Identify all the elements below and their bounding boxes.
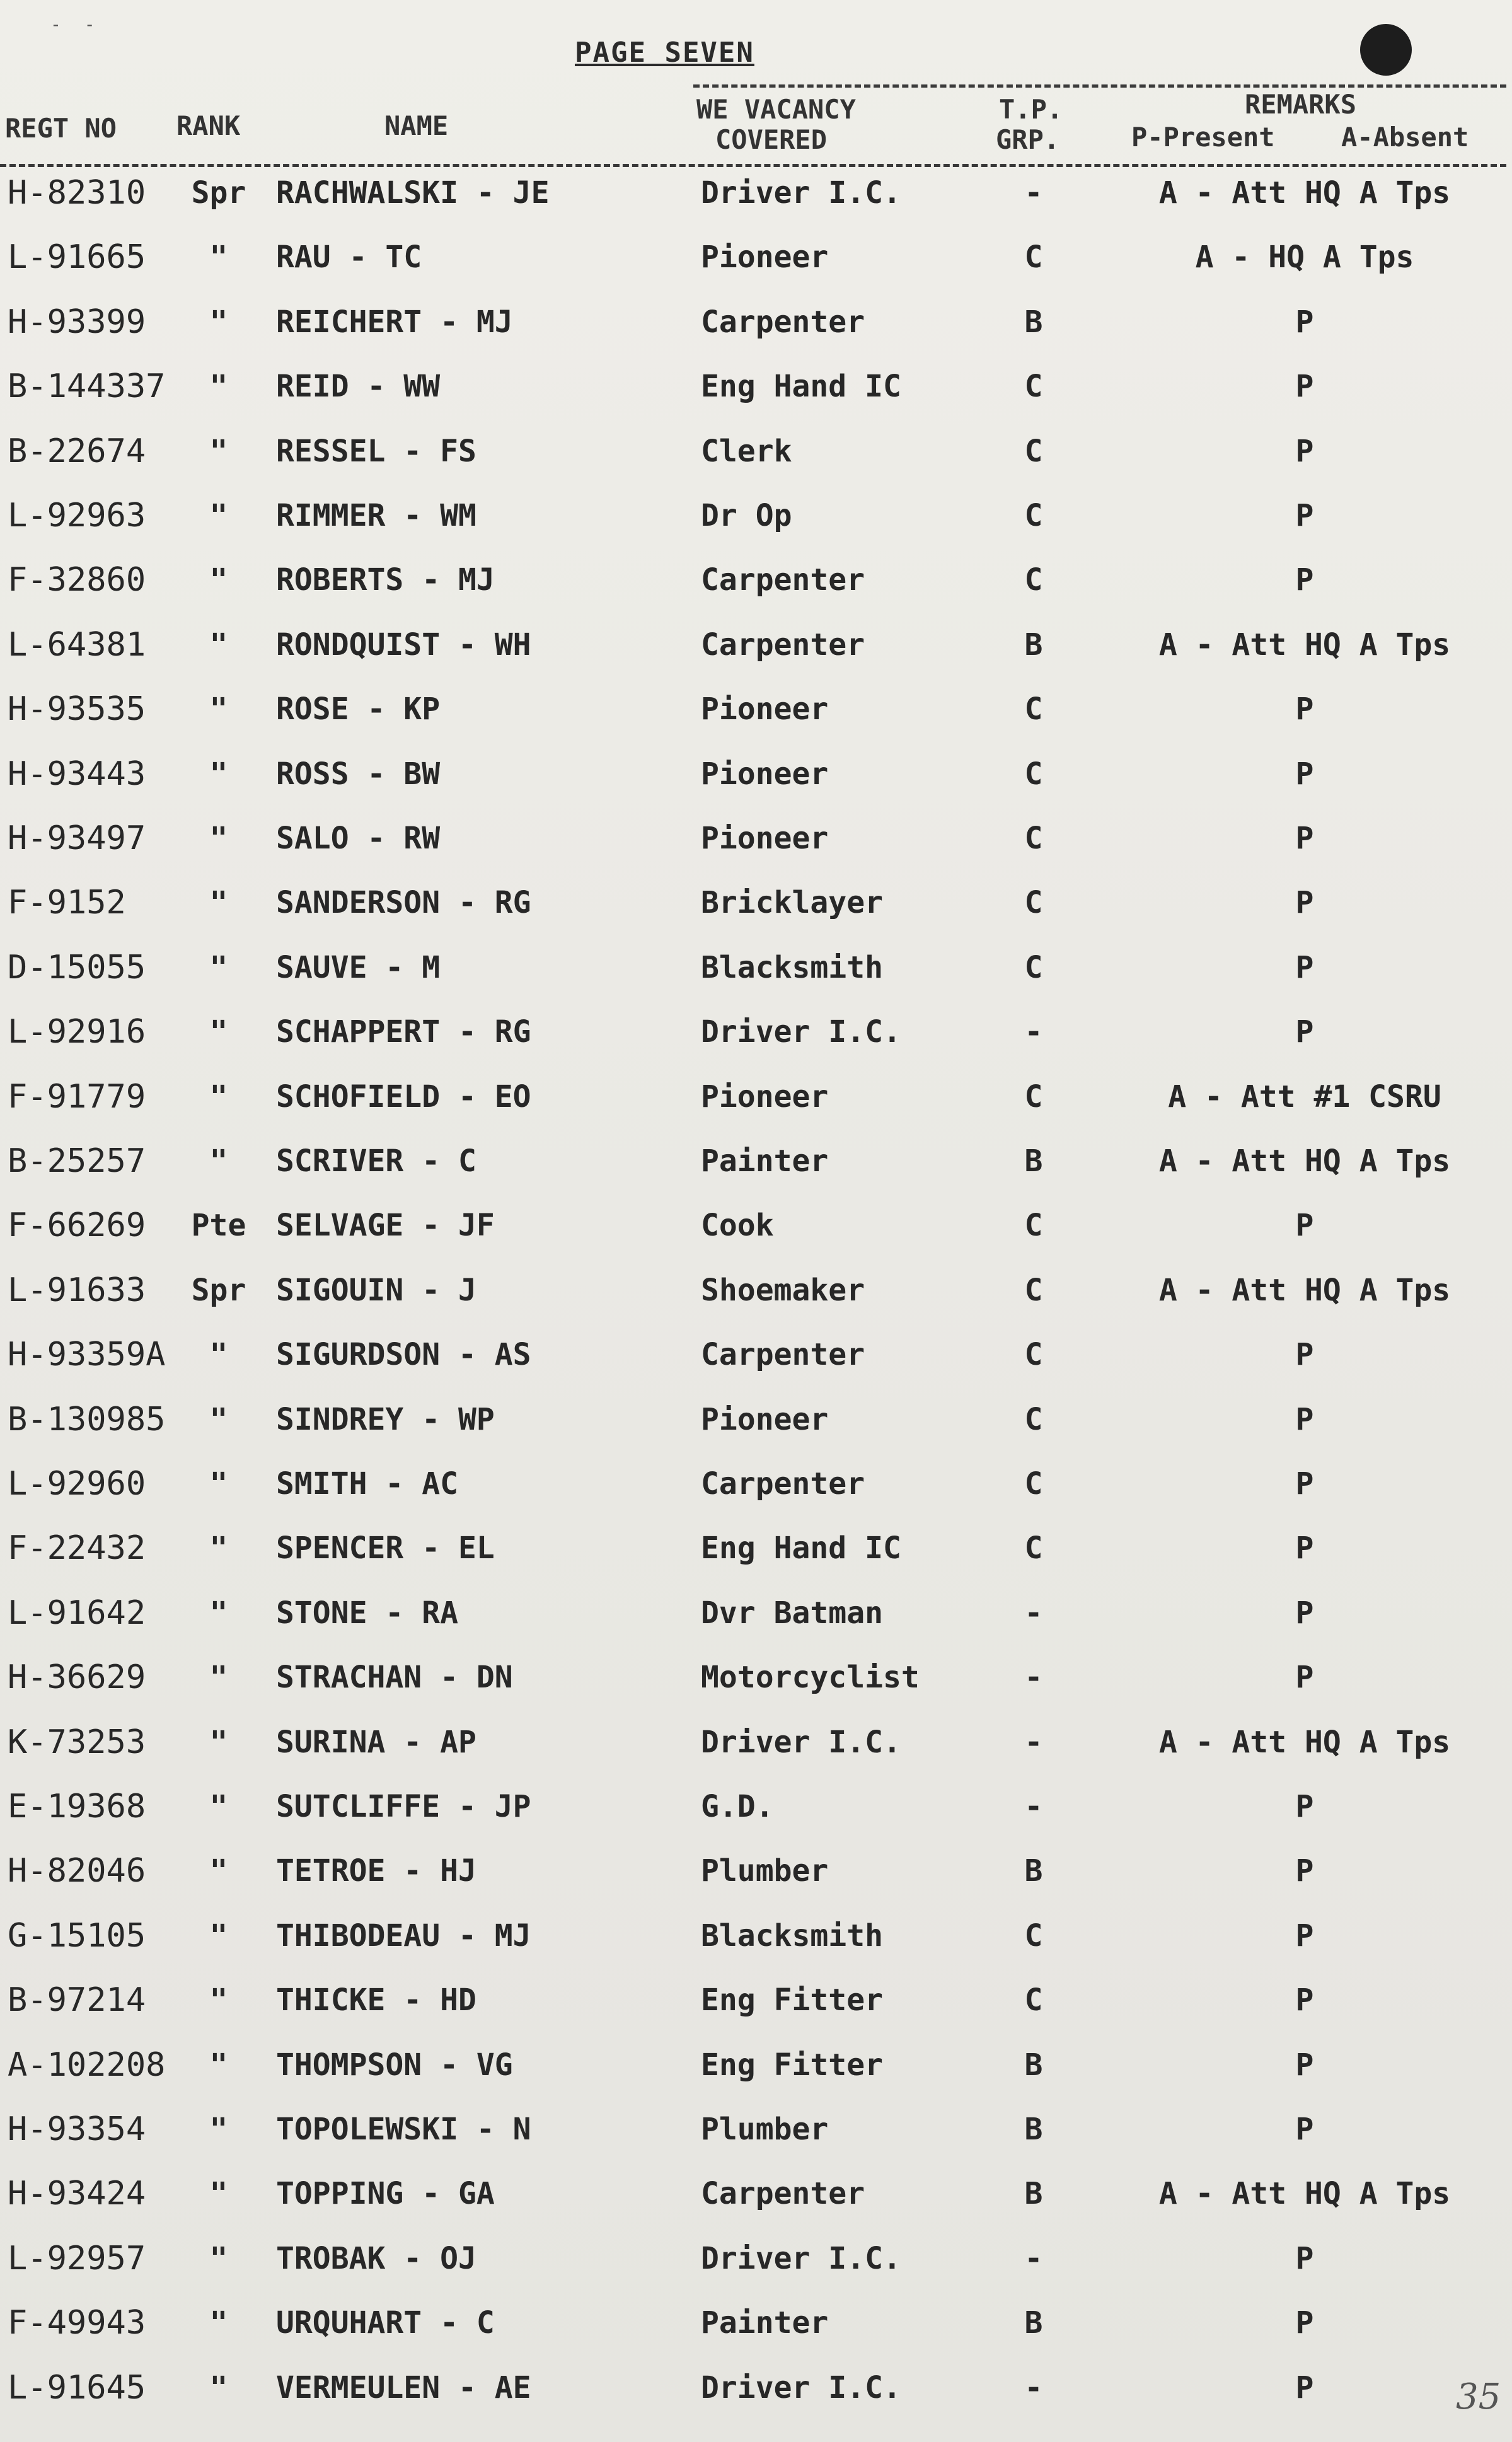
tp-group-cell: C [1024,433,1043,469]
vacancy-cell: Carpenter [701,627,865,663]
remarks-cell: A - Att HQ A Tps [1158,1272,1451,1308]
vacancy-cell: Eng Fitter [701,1982,883,2018]
vacancy-cell: Painter [701,1143,829,1179]
table-row [0,238,1512,303]
regt-no-cell: B-97214 [8,1981,146,2020]
header-remarks: REMARKS [1245,89,1357,120]
name-cell: REID - WW [276,369,441,405]
table-row [0,1529,1512,1594]
remarks-cell: A - Att HQ A Tps [1158,1143,1451,1179]
vacancy-cell: Bricklayer [701,885,883,921]
remarks-cell: P [1295,304,1314,340]
remarks-cell: P [1295,2305,1314,2341]
regt-no-cell: B-144337 [8,367,166,406]
rank-cell: " [209,627,228,663]
remarks-cell: P [1295,1531,1314,1566]
remarks-cell: P [1295,1853,1314,1889]
name-cell: SAUVE - M [276,949,441,985]
table-row [0,1207,1512,1271]
header-remarks-absent: A-Absent [1341,122,1469,153]
vacancy-cell: Pioneer [701,1079,829,1114]
name-cell: SINDREY - WP [276,1401,495,1437]
regt-no-cell: K-73253 [8,1723,146,1761]
regt-no-cell: F-66269 [8,1207,146,1245]
rank-cell: Pte [191,1208,246,1244]
table-row [0,626,1512,690]
regt-no-cell: F-91779 [8,1077,146,1116]
rank-cell: " [209,1789,228,1824]
name-cell: SCHOFIELD - EO [276,1079,531,1114]
table-row [0,1852,1512,1916]
regt-no-cell: F-32860 [8,561,146,599]
vacancy-cell: Pioneer [701,692,829,727]
rank-cell: " [209,1853,228,1889]
rank-cell: " [209,498,228,533]
table-row [0,1465,1512,1529]
table-row [0,819,1512,884]
regt-no-cell: F-9152 [8,884,126,922]
rank-cell: " [209,1337,228,1373]
remarks-cell: A - Att #1 CSRU [1168,1079,1441,1114]
rank-cell: " [209,949,228,985]
vacancy-cell: Blacksmith [701,1918,883,1953]
rank-cell: " [209,2370,228,2405]
regt-no-cell: H-82310 [8,174,146,212]
header-bottom-rule [0,164,1506,167]
table-row [0,1723,1512,1788]
rank-cell: " [209,1531,228,1566]
remarks-cell: P [1295,1982,1314,2018]
vacancy-cell: Clerk [701,433,792,469]
name-cell: SUTCLIFFE - JP [276,1789,531,1824]
tp-group-cell: - [1024,175,1043,211]
regt-no-cell: L-92957 [8,2239,146,2277]
name-cell: RESSEL - FS [276,433,476,469]
vacancy-cell: Dvr Batman [701,1595,883,1631]
rank-cell: " [209,1014,228,1050]
regt-no-cell: L-92963 [8,497,146,535]
name-cell: STONE - RA [276,1595,458,1631]
regt-no-cell: H-93399 [8,303,146,341]
regt-no-cell: L-91633 [8,1271,146,1309]
rank-cell: " [209,304,228,340]
header-regt-no: REGT NO [5,113,117,144]
vacancy-cell: Motorcyclist [701,1660,920,1696]
regt-no-cell: H-93535 [8,690,146,729]
header-vacancy-line1: WE VACANCY [696,94,856,125]
corner-mark: - - [50,14,101,35]
name-cell: SANDERSON - RG [276,885,531,921]
vacancy-cell: Painter [701,2305,829,2341]
rank-cell: " [209,2240,228,2276]
table-row [0,2175,1512,2239]
table-row [0,884,1512,948]
tp-group-cell: B [1024,2176,1043,2212]
regt-no-cell: H-93443 [8,755,146,793]
header-rank: RANK [176,110,241,141]
rank-cell: Spr [191,175,246,211]
table-row [0,2046,1512,2110]
name-cell: SIGOUIN - J [276,1272,476,1308]
tp-group-cell: B [1024,304,1043,340]
tp-group-cell: - [1024,1014,1043,1050]
remarks-cell: P [1295,1337,1314,1373]
table-row [0,1401,1512,1465]
rank-cell: " [209,2047,228,2083]
rank-cell: " [209,1982,228,2018]
regt-no-cell: L-64381 [8,625,146,664]
remarks-cell: A - Att HQ A Tps [1158,175,1451,211]
tp-group-cell: B [1024,1143,1043,1179]
name-cell: TOPOLEWSKI - N [276,2112,531,2147]
name-cell: THIBODEAU - MJ [276,1918,531,1953]
regt-no-cell: G-15105 [8,1916,146,1955]
regt-no-cell: H-82046 [8,1852,146,1890]
remarks-cell: P [1295,1466,1314,1502]
vacancy-cell: Pioneer [701,756,829,792]
vacancy-cell: Pioneer [701,821,829,856]
tp-group-cell: C [1024,498,1043,533]
tp-group-cell: C [1024,1337,1043,1373]
remarks-cell: P [1295,949,1314,985]
regt-no-cell: L-92960 [8,1465,146,1503]
tp-group-cell: - [1024,2240,1043,2276]
tp-group-cell: C [1024,1982,1043,2018]
header-tp-line1: T.P. [999,94,1063,125]
table-row [0,1788,1512,1852]
name-cell: SCHAPPERT - RG [276,1014,531,1050]
remarks-cell: P [1295,1918,1314,1953]
vacancy-cell: Cook [701,1208,774,1244]
vacancy-cell: Pioneer [701,240,829,275]
name-cell: TROBAK - OJ [276,2240,476,2276]
name-cell: THICKE - HD [276,1982,476,2018]
name-cell: SALO - RW [276,821,441,856]
rank-cell: " [209,433,228,469]
name-cell: RIMMER - WM [276,498,476,533]
table-row [0,2304,1512,2368]
vacancy-cell: G.D. [701,1789,774,1824]
rank-cell: " [209,1466,228,1502]
remarks-cell: P [1295,2370,1314,2405]
header-tp-line2: GRP. [996,124,1060,155]
regt-no-cell: L-91645 [8,2368,146,2407]
vacancy-cell: Carpenter [701,562,865,598]
tp-group-cell: B [1024,2047,1043,2083]
name-cell: TETROE - HJ [276,1853,476,1889]
table-row [0,755,1512,819]
vacancy-cell: Carpenter [701,2176,865,2212]
regt-no-cell: F-22432 [8,1529,146,1568]
name-cell: SELVAGE - JF [276,1208,495,1244]
remarks-cell: A - Att HQ A Tps [1158,1724,1451,1760]
name-cell: SURINA - AP [276,1724,476,1760]
tp-group-cell: B [1024,627,1043,663]
tp-group-cell: C [1024,1079,1043,1114]
table-row [0,949,1512,1013]
rank-cell: " [209,562,228,598]
name-cell: TOPPING - GA [276,2176,495,2212]
regt-no-cell: F-49943 [8,2304,146,2342]
name-cell: SMITH - AC [276,1466,458,1502]
regt-no-cell: H-93497 [8,819,146,857]
regt-no-cell: H-93359A [8,1336,166,1374]
name-cell: STRACHAN - DN [276,1660,513,1696]
table-row [0,561,1512,625]
remarks-cell: P [1295,498,1314,533]
header-name: NAME [384,110,449,141]
tp-group-cell: C [1024,240,1043,275]
remarks-cell: P [1295,562,1314,598]
remarks-cell: P [1295,1789,1314,1824]
regt-no-cell: H-36629 [8,1658,146,1697]
remarks-cell: P [1295,2112,1314,2147]
tp-group-cell: - [1024,1595,1043,1631]
remarks-cell: A - HQ A Tps [1195,240,1414,275]
rank-cell: Spr [191,1272,246,1308]
name-cell: RACHWALSKI - JE [276,175,550,211]
rank-cell: " [209,1595,228,1631]
tp-group-cell: B [1024,2305,1043,2341]
vacancy-cell: Driver I.C. [701,2370,901,2405]
name-cell: SPENCER - EL [276,1531,495,1566]
tp-group-cell: C [1024,692,1043,727]
rank-cell: " [209,1079,228,1114]
regt-no-cell: B-130985 [8,1400,166,1438]
vacancy-cell: Plumber [701,1853,829,1889]
regt-no-cell: H-93354 [8,2110,146,2148]
tp-group-cell: C [1024,1401,1043,1437]
tp-group-cell: C [1024,821,1043,856]
rank-cell: " [209,821,228,856]
name-cell: SCRIVER - C [276,1143,476,1179]
table-row [0,303,1512,367]
vacancy-cell: Eng Fitter [701,2047,883,2083]
rank-cell: " [209,2305,228,2341]
page-title: PAGE SEVEN [575,37,754,69]
vacancy-cell: Dr Op [701,498,792,533]
tp-group-cell: B [1024,1853,1043,1889]
tp-group-cell: C [1024,1466,1043,1502]
regt-no-cell: D-15055 [8,948,146,987]
regt-no-cell: E-19368 [8,1788,146,1826]
regt-no-cell: L-92916 [8,1013,146,1051]
table-row [0,1271,1512,1336]
tp-group-cell: C [1024,562,1043,598]
table-row [0,690,1512,755]
table-row [0,174,1512,238]
rank-cell: " [209,2176,228,2212]
handwritten-page-number: 35 [1456,2376,1501,2417]
rank-cell: " [209,692,228,727]
remarks-cell: P [1295,1595,1314,1631]
table-row [0,1981,1512,2046]
table-row [0,1917,1512,1981]
tp-group-cell: C [1024,949,1043,985]
header-remarks-present: P-Present [1131,122,1275,153]
name-cell: RAU - TC [276,240,422,275]
remarks-cell: P [1295,369,1314,405]
header-vacancy-line2: COVERED [715,124,828,155]
rank-cell: " [209,1918,228,1953]
punch-hole [1360,24,1412,76]
name-cell: REICHERT - MJ [276,304,513,340]
rank-cell: " [209,1401,228,1437]
name-cell: ROBERTS - MJ [276,562,495,598]
remarks-cell: P [1295,2240,1314,2276]
remarks-cell: P [1295,1014,1314,1050]
tp-group-cell: C [1024,1208,1043,1244]
vacancy-cell: Shoemaker [701,1272,865,1308]
remarks-cell: P [1295,1208,1314,1244]
table-row [0,2369,1512,2433]
vacancy-cell: Carpenter [701,304,865,340]
regt-no-cell: H-93424 [8,2175,146,2213]
name-cell: ROSE - KP [276,692,441,727]
tp-group-cell: C [1024,369,1043,405]
regt-no-cell: L-91665 [8,238,146,277]
remarks-cell: P [1295,1660,1314,1696]
name-cell: ROSS - BW [276,756,441,792]
remarks-cell: P [1295,756,1314,792]
remarks-cell: P [1295,692,1314,727]
vacancy-cell: Driver I.C. [701,1724,901,1760]
remarks-cell: A - Att HQ A Tps [1158,627,1451,663]
name-cell: VERMEULEN - AE [276,2370,531,2405]
name-cell: THOMPSON - VG [276,2047,513,2083]
vacancy-cell: Plumber [701,2112,829,2147]
remarks-cell: P [1295,433,1314,469]
vacancy-cell: Carpenter [701,1466,865,1502]
rank-cell: " [209,369,228,405]
regt-no-cell: A-102208 [8,2046,166,2084]
vacancy-cell: Blacksmith [701,949,883,985]
table-row [0,2240,1512,2304]
rank-cell: " [209,756,228,792]
rank-cell: " [209,2112,228,2147]
tp-group-cell: C [1024,1272,1043,1308]
remarks-cell: A - Att HQ A Tps [1158,2176,1451,2212]
vacancy-cell: Driver I.C. [701,2240,901,2276]
table-row [0,1336,1512,1400]
tp-group-cell: C [1024,756,1043,792]
vacancy-cell: Eng Hand IC [701,1531,901,1566]
remarks-cell: P [1295,821,1314,856]
table-row [0,432,1512,497]
regt-no-cell: B-25257 [8,1142,146,1180]
remarks-cell: P [1295,2047,1314,2083]
regt-no-cell: L-91642 [8,1594,146,1632]
header-top-rule [693,84,1506,88]
name-cell: RONDQUIST - WH [276,627,531,663]
tp-group-cell: - [1024,1660,1043,1696]
vacancy-cell: Driver I.C. [701,1014,901,1050]
tp-group-cell: C [1024,885,1043,921]
table-row [0,1013,1512,1077]
vacancy-cell: Pioneer [701,1401,829,1437]
table-row [0,497,1512,561]
vacancy-cell: Driver I.C. [701,175,901,211]
tp-group-cell: C [1024,1531,1043,1566]
table-row [0,1142,1512,1207]
table-row [0,1658,1512,1723]
tp-group-cell: C [1024,1918,1043,1953]
remarks-cell: P [1295,1401,1314,1437]
rank-cell: " [209,1143,228,1179]
name-cell: URQUHART - C [276,2305,495,2341]
rank-cell: " [209,1660,228,1696]
table-row [0,1594,1512,1658]
table-row [0,1078,1512,1142]
name-cell: SIGURDSON - AS [276,1337,531,1373]
table-row [0,2110,1512,2175]
tp-group-cell: - [1024,1789,1043,1824]
table-row [0,367,1512,432]
remarks-cell: P [1295,885,1314,921]
rank-cell: " [209,240,228,275]
vacancy-cell: Eng Hand IC [701,369,901,405]
vacancy-cell: Carpenter [701,1337,865,1373]
tp-group-cell: - [1024,2370,1043,2405]
rank-cell: " [209,1724,228,1760]
tp-group-cell: B [1024,2112,1043,2147]
rank-cell: " [209,885,228,921]
regt-no-cell: B-22674 [8,432,146,470]
tp-group-cell: - [1024,1724,1043,1760]
